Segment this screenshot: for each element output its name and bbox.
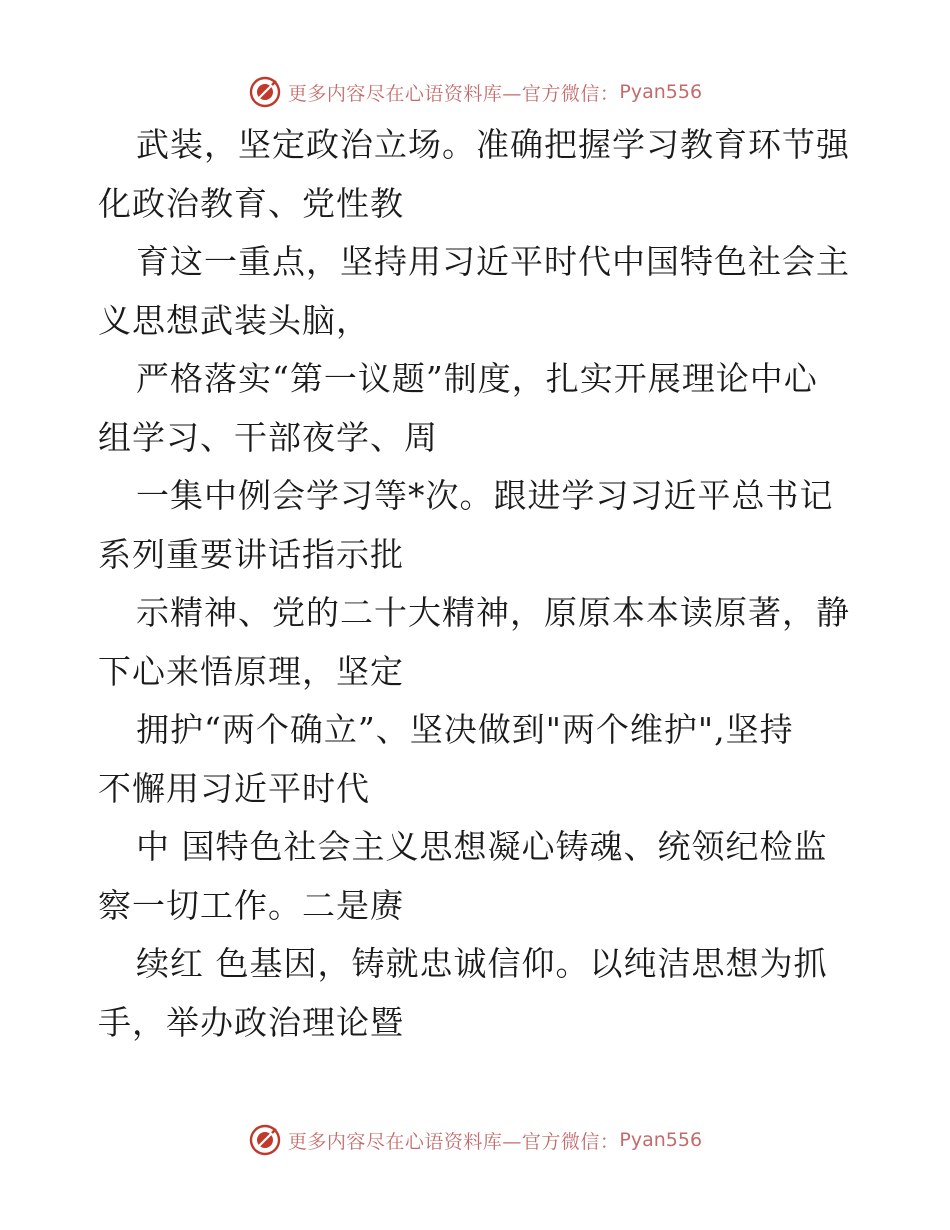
text-line: 武装，坚定政治立场。准确把握学习教育环节强	[136, 125, 850, 164]
footer-watermark	[0, 1118, 950, 1162]
text-line: 示精神、党的二十大精神，原原本本读原著，静	[136, 593, 850, 632]
text-line: 严格落实“第一议题”制度，扎实开展理论中心	[136, 359, 818, 398]
text-line: 不懈用习近平时代	[98, 768, 370, 808]
text-line: 察一切工作。二是赓	[98, 885, 404, 925]
header-watermark-text: 更多内容尽在心语资料库—官方微信：	[287, 82, 620, 105]
text-line: 下心来悟原理，坚定	[98, 651, 404, 691]
text-line: 手，举办政治理论暨	[98, 1002, 404, 1042]
text-line: 续红 色基因，铸就忠诚信仰。以纯洁思想为抓	[136, 944, 828, 983]
brand-logo-icon	[248, 75, 282, 109]
text-line: 中 国特色社会主义思想凝心铸魂、统领纪检监	[136, 827, 828, 866]
text-line: 系列重要讲话指示批	[98, 534, 404, 574]
footer-watermark-text: 更多内容尽在心语资料库—官方微信：	[287, 1130, 620, 1153]
text-line: 化政治教育、党性教	[98, 183, 404, 223]
text-line: 组学习、干部夜学、周	[98, 417, 438, 457]
text-line: 拥护“两个确立”、坚决做到"两个维护",坚持	[136, 710, 794, 749]
footer-watermark-handle: Pyan556	[619, 1129, 703, 1151]
brand-logo-icon	[248, 1123, 282, 1157]
header-watermark	[0, 70, 950, 114]
text-line: 育这一重点，坚持用习近平时代中国特色社会主	[136, 242, 850, 281]
document-body	[98, 116, 858, 1052]
text-line: 一集中例会学习等*次。跟进学习习近平总书记	[136, 476, 834, 515]
header-watermark-handle: Pyan556	[619, 81, 703, 103]
text-line: 义思想武装头脑，	[98, 300, 370, 340]
